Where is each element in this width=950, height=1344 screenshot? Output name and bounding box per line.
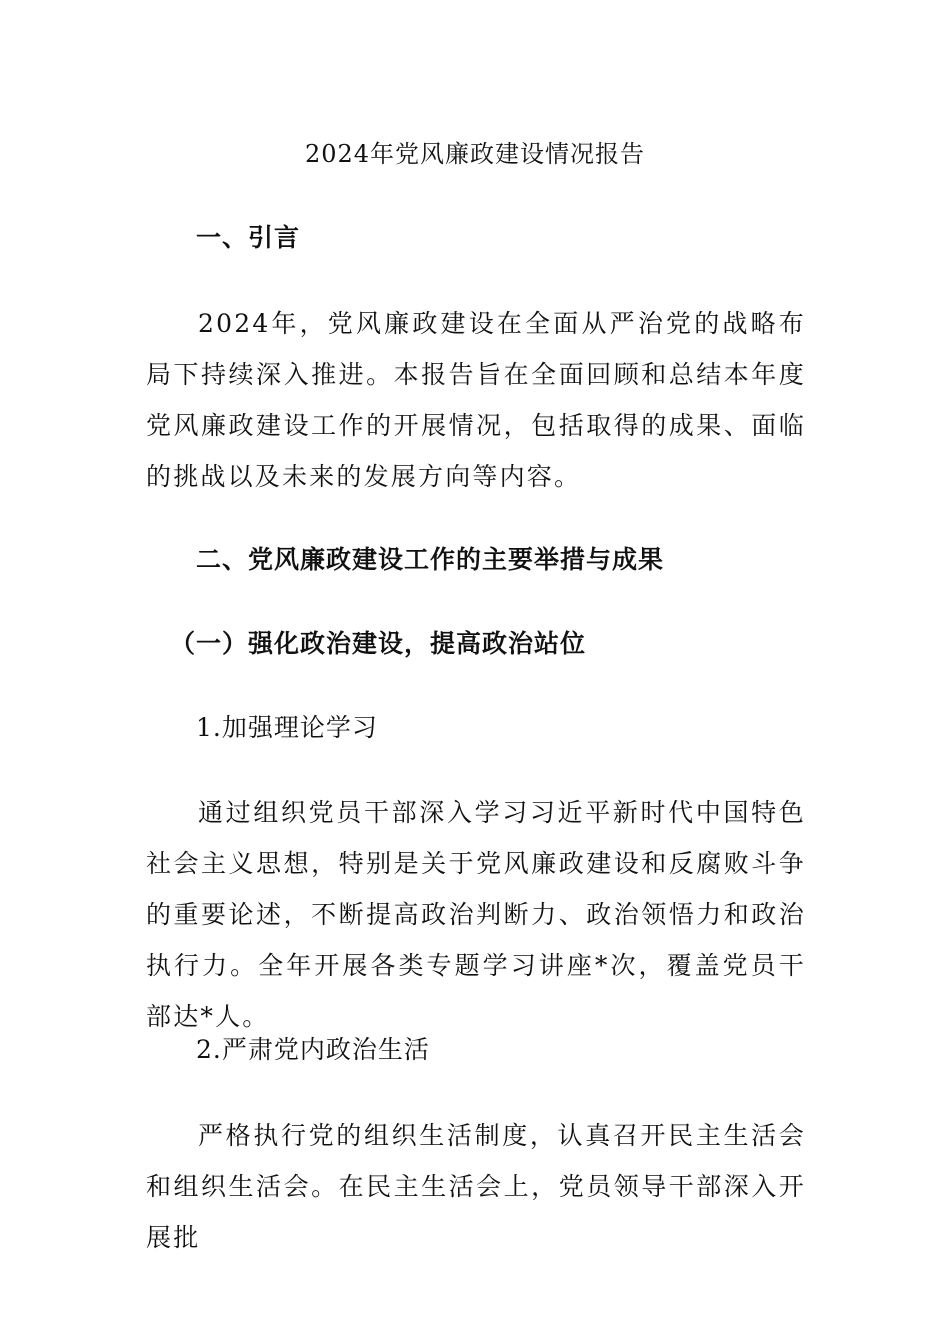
- document-title: 2024年党风廉政建设情况报告: [304, 140, 646, 168]
- item-heading-party-life: 2.严肃党内政治生活: [196, 1035, 430, 1064]
- theory-study-paragraph: 通过组织党员干部深入学习习近平新时代中国特色社会主义思想，特别是关于党风廉政建设和反腐败斗争的重要论述，不断提高政治判断力、政治领悟力和政治执行力。全年开展各类专题学习讲座*次，覆盖党员干部达*人。: [146, 798, 806, 1031]
- subsection-heading-political-building: （一）强化政治建设，提高政治站位: [170, 629, 587, 658]
- section-heading-measures: 二、党风廉政建设工作的主要举措与成果: [196, 545, 665, 574]
- introduction-paragraph: 2024年，党风廉政建设在全面从严治党的战略布局下持续深入推进。本报告旨在全面回顾和总结本年度党风廉政建设工作的开展情况，包括取得的成果、面临的挑战以及未来的发展方向等内容。: [146, 309, 806, 491]
- item-heading-theory-study: 1.加强理论学习: [196, 713, 378, 742]
- party-life-paragraph: 严格执行党的组织生活制度，认真召开民主生活会和组织生活会。在民主生活会上，党员领导干部深入开展批: [146, 1121, 806, 1252]
- section-heading-introduction: 一、引言: [196, 223, 301, 252]
